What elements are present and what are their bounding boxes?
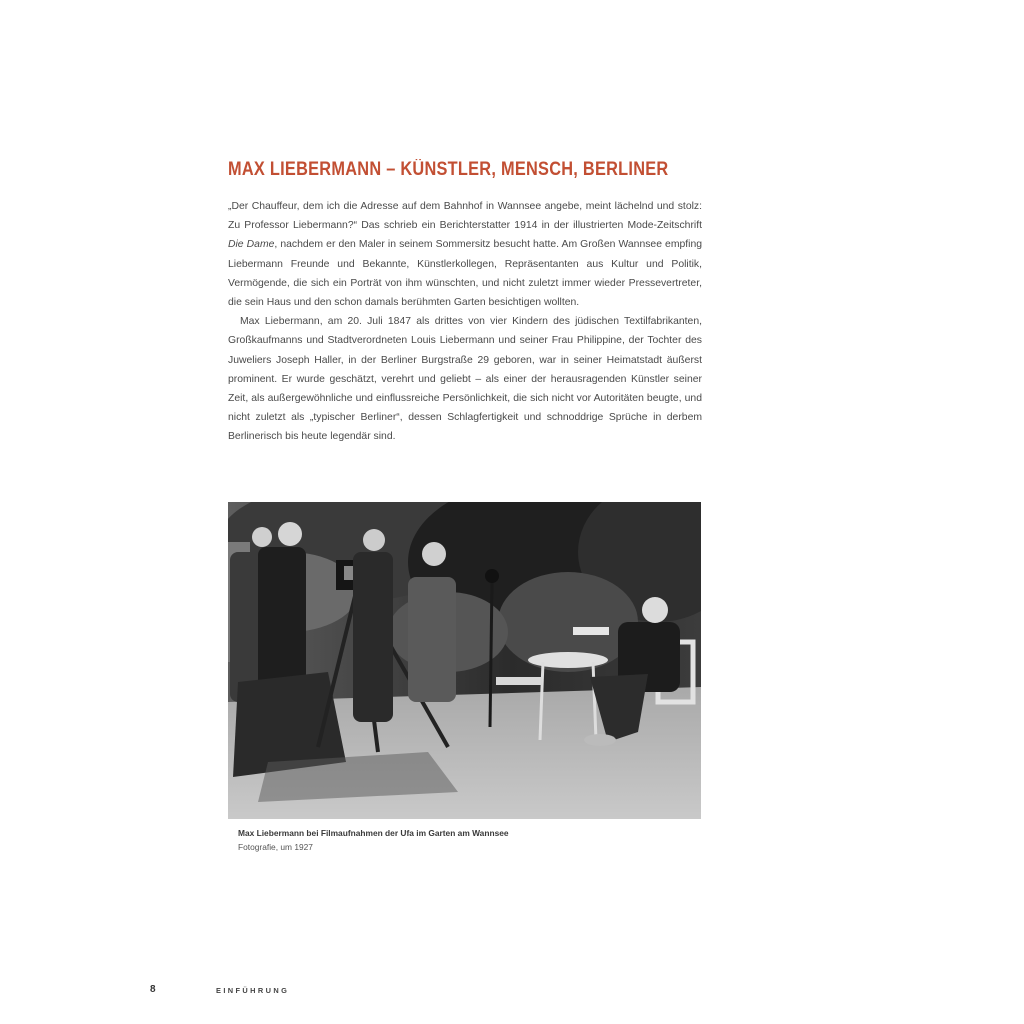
paragraph-2: Max Liebermann, am 20. Juli 1847 als drittes von vier Kindern des jüdischen Textilfabrikanten, Großkaufmanns und Stadtverordneten Louis Liebermann und seiner Frau Philippine, der Tochter des Juweliers Joseph Haller, in der Berliner Burgstraße 29 geboren, war in seiner Heimatstadt äußerst prominent. Er wurde geschätzt, verehrt und geliebt – als einer der herausragenden Künstler seiner Zeit, als außergewöhnliche und einflussreiche Persönlichkeit, die sich nicht vor Autoritäten beugte, und nicht zuletzt als „typischer Berliner“, dessen Schlagfertigkeit und schnoddrige Sprüche in derbem Berlinerisch bis heute legendär sind. xyxy=(228,316,702,443)
photo-caption xyxy=(238,826,698,854)
paragraph-1 xyxy=(228,197,702,312)
historic-photograph xyxy=(228,502,701,819)
photograph-image xyxy=(228,502,701,819)
paragraph-1-magazine-title: Die Dame xyxy=(228,239,275,251)
caption-subtitle: Fotografie, um 1927 xyxy=(238,842,313,852)
paragraph-1-text-b: , nachdem er den Maler in seinem Sommersitz besucht hatte. Am Großen Wannsee empfing Liebermann Freunde und Bekannte, Künstlerkollegen, Repräsentanten aus Kultur und Politik, Vermögende, die sich ein Porträt von ihm wünschten, und nicht zuletzt immer wieder Pressevertreter, die sein Haus und den schon damals berühmten Garten besichtigen wollten. xyxy=(228,239,703,309)
caption-title: Max Liebermann bei Filmaufnahmen der Ufa im Garten am Wannsee xyxy=(238,828,509,838)
paragraph-1-text-a: „Der Chauffeur, dem ich die Adresse auf dem Bahnhof in Wannsee angebe, meint lächelnd und stolz: Zu Professor Liebermann?“ Das schrieb ein Berichterstatter 1914 in der illustrierten Mode-Zeitschrift xyxy=(228,201,702,232)
chapter-heading: MAX LIEBERMANN – KÜNSTLER, MENSCH, BERLINER xyxy=(228,159,669,180)
body-text xyxy=(228,197,702,447)
running-head: EINFÜHRUNG xyxy=(216,986,290,995)
page-number: 8 xyxy=(150,984,156,995)
